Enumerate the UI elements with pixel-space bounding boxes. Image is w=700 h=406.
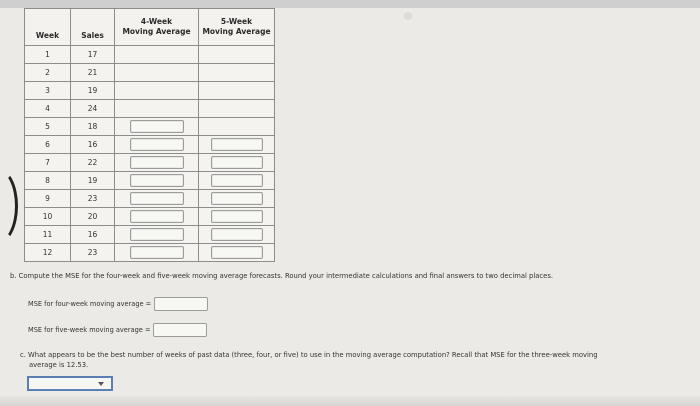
table-row [25,226,275,244]
header-5-week-ma: 5-Week Moving Average [199,9,275,46]
table-row [25,136,275,154]
ma5-input[interactable] [211,246,263,259]
ma4-input[interactable] [130,120,184,133]
week-cell: 5 [25,118,71,136]
mse-four-week-label: MSE for four-week moving average = [28,300,152,308]
ma5-input[interactable] [211,228,263,241]
table-row [25,64,275,82]
best-weeks-select[interactable] [27,376,113,391]
sales-cell: 20 [71,208,115,226]
table-row [25,100,275,118]
ma4-cell [115,172,199,190]
ma5-cell [199,190,275,208]
week-cell: 9 [25,190,71,208]
ma5-cell [199,226,275,244]
table-row [25,172,275,190]
ma4-cell [115,208,199,226]
ma5-input[interactable] [211,192,263,205]
ma5-cell [199,136,275,154]
table-row [25,154,275,172]
week-cell: 4 [25,100,71,118]
top-bar [0,0,700,8]
ma5-cell [199,46,275,64]
mse-five-week-input[interactable] [153,323,207,337]
sales-cell: 19 [71,82,115,100]
table-body [25,46,275,262]
mse-five-week-row [28,323,207,337]
header-week: Week [25,9,71,46]
ma5-cell [199,82,275,100]
cursor-dot [404,12,412,20]
ma4-input[interactable] [130,138,184,151]
ma4-input[interactable] [130,192,184,205]
ma4-input[interactable] [130,210,184,223]
table-row [25,46,275,64]
week-cell: 10 [25,208,71,226]
moving-average-table-wrapper [24,8,275,262]
mse-four-week-row [28,297,208,311]
ma5-input[interactable] [211,210,263,223]
sales-cell: 19 [71,172,115,190]
ma5-cell [199,172,275,190]
ma4-cell [115,154,199,172]
ma4-cell [115,64,199,82]
header-4-week-ma: 4-Week Moving Average [115,9,199,46]
ma5-input[interactable] [211,156,263,169]
week-cell: 8 [25,172,71,190]
mse-four-week-input[interactable] [154,297,208,311]
header-sales: Sales [71,9,115,46]
table-row [25,190,275,208]
ma4-cell [115,118,199,136]
chevron-down-icon [98,382,104,386]
sales-cell: 22 [71,154,115,172]
sales-cell: 16 [71,136,115,154]
table-header-row [25,9,275,46]
left-edge-arc [0,168,18,244]
ma4-cell [115,190,199,208]
bottom-edge [0,396,700,406]
week-cell: 1 [25,46,71,64]
ma5-cell [199,244,275,262]
sales-cell: 23 [71,244,115,262]
ma4-input[interactable] [130,156,184,169]
moving-average-table [24,8,275,262]
sales-cell: 16 [71,226,115,244]
ma5-cell [199,208,275,226]
ma4-input[interactable] [130,228,184,241]
ma4-input[interactable] [130,174,184,187]
sales-cell: 21 [71,64,115,82]
ma4-cell [115,244,199,262]
table-row [25,118,275,136]
sales-cell: 18 [71,118,115,136]
sales-cell: 24 [71,100,115,118]
week-cell: 3 [25,82,71,100]
ma4-cell [115,226,199,244]
sales-cell: 17 [71,46,115,64]
week-cell: 7 [25,154,71,172]
sales-cell: 23 [71,190,115,208]
table-row [25,244,275,262]
question-c-line-1: c. What appears to be the best number of weeks of past data (three, four, or five) to use in the moving average computation? Recall that MSE for the three-week moving [20,351,598,359]
ma4-cell [115,46,199,64]
question-c-text [20,351,685,371]
ma5-cell [199,100,275,118]
question-b-text: b. Compute the MSE for the four-week and five-week moving average forecasts. Round your intermediate calculations and final answers to two decimal places. [10,272,554,280]
ma5-cell [199,118,275,136]
mse-five-week-label: MSE for five-week moving average = [28,326,151,334]
ma5-input[interactable] [211,138,263,151]
ma4-cell [115,136,199,154]
question-c-line-2: average is 12.53. [29,360,89,369]
ma4-cell [115,100,199,118]
ma5-cell [199,64,275,82]
week-cell: 12 [25,244,71,262]
ma4-cell [115,82,199,100]
table-row [25,208,275,226]
ma5-cell [199,154,275,172]
week-cell: 2 [25,64,71,82]
week-cell: 11 [25,226,71,244]
ma4-input[interactable] [130,246,184,259]
table-row [25,82,275,100]
ma5-input[interactable] [211,174,263,187]
week-cell: 6 [25,136,71,154]
